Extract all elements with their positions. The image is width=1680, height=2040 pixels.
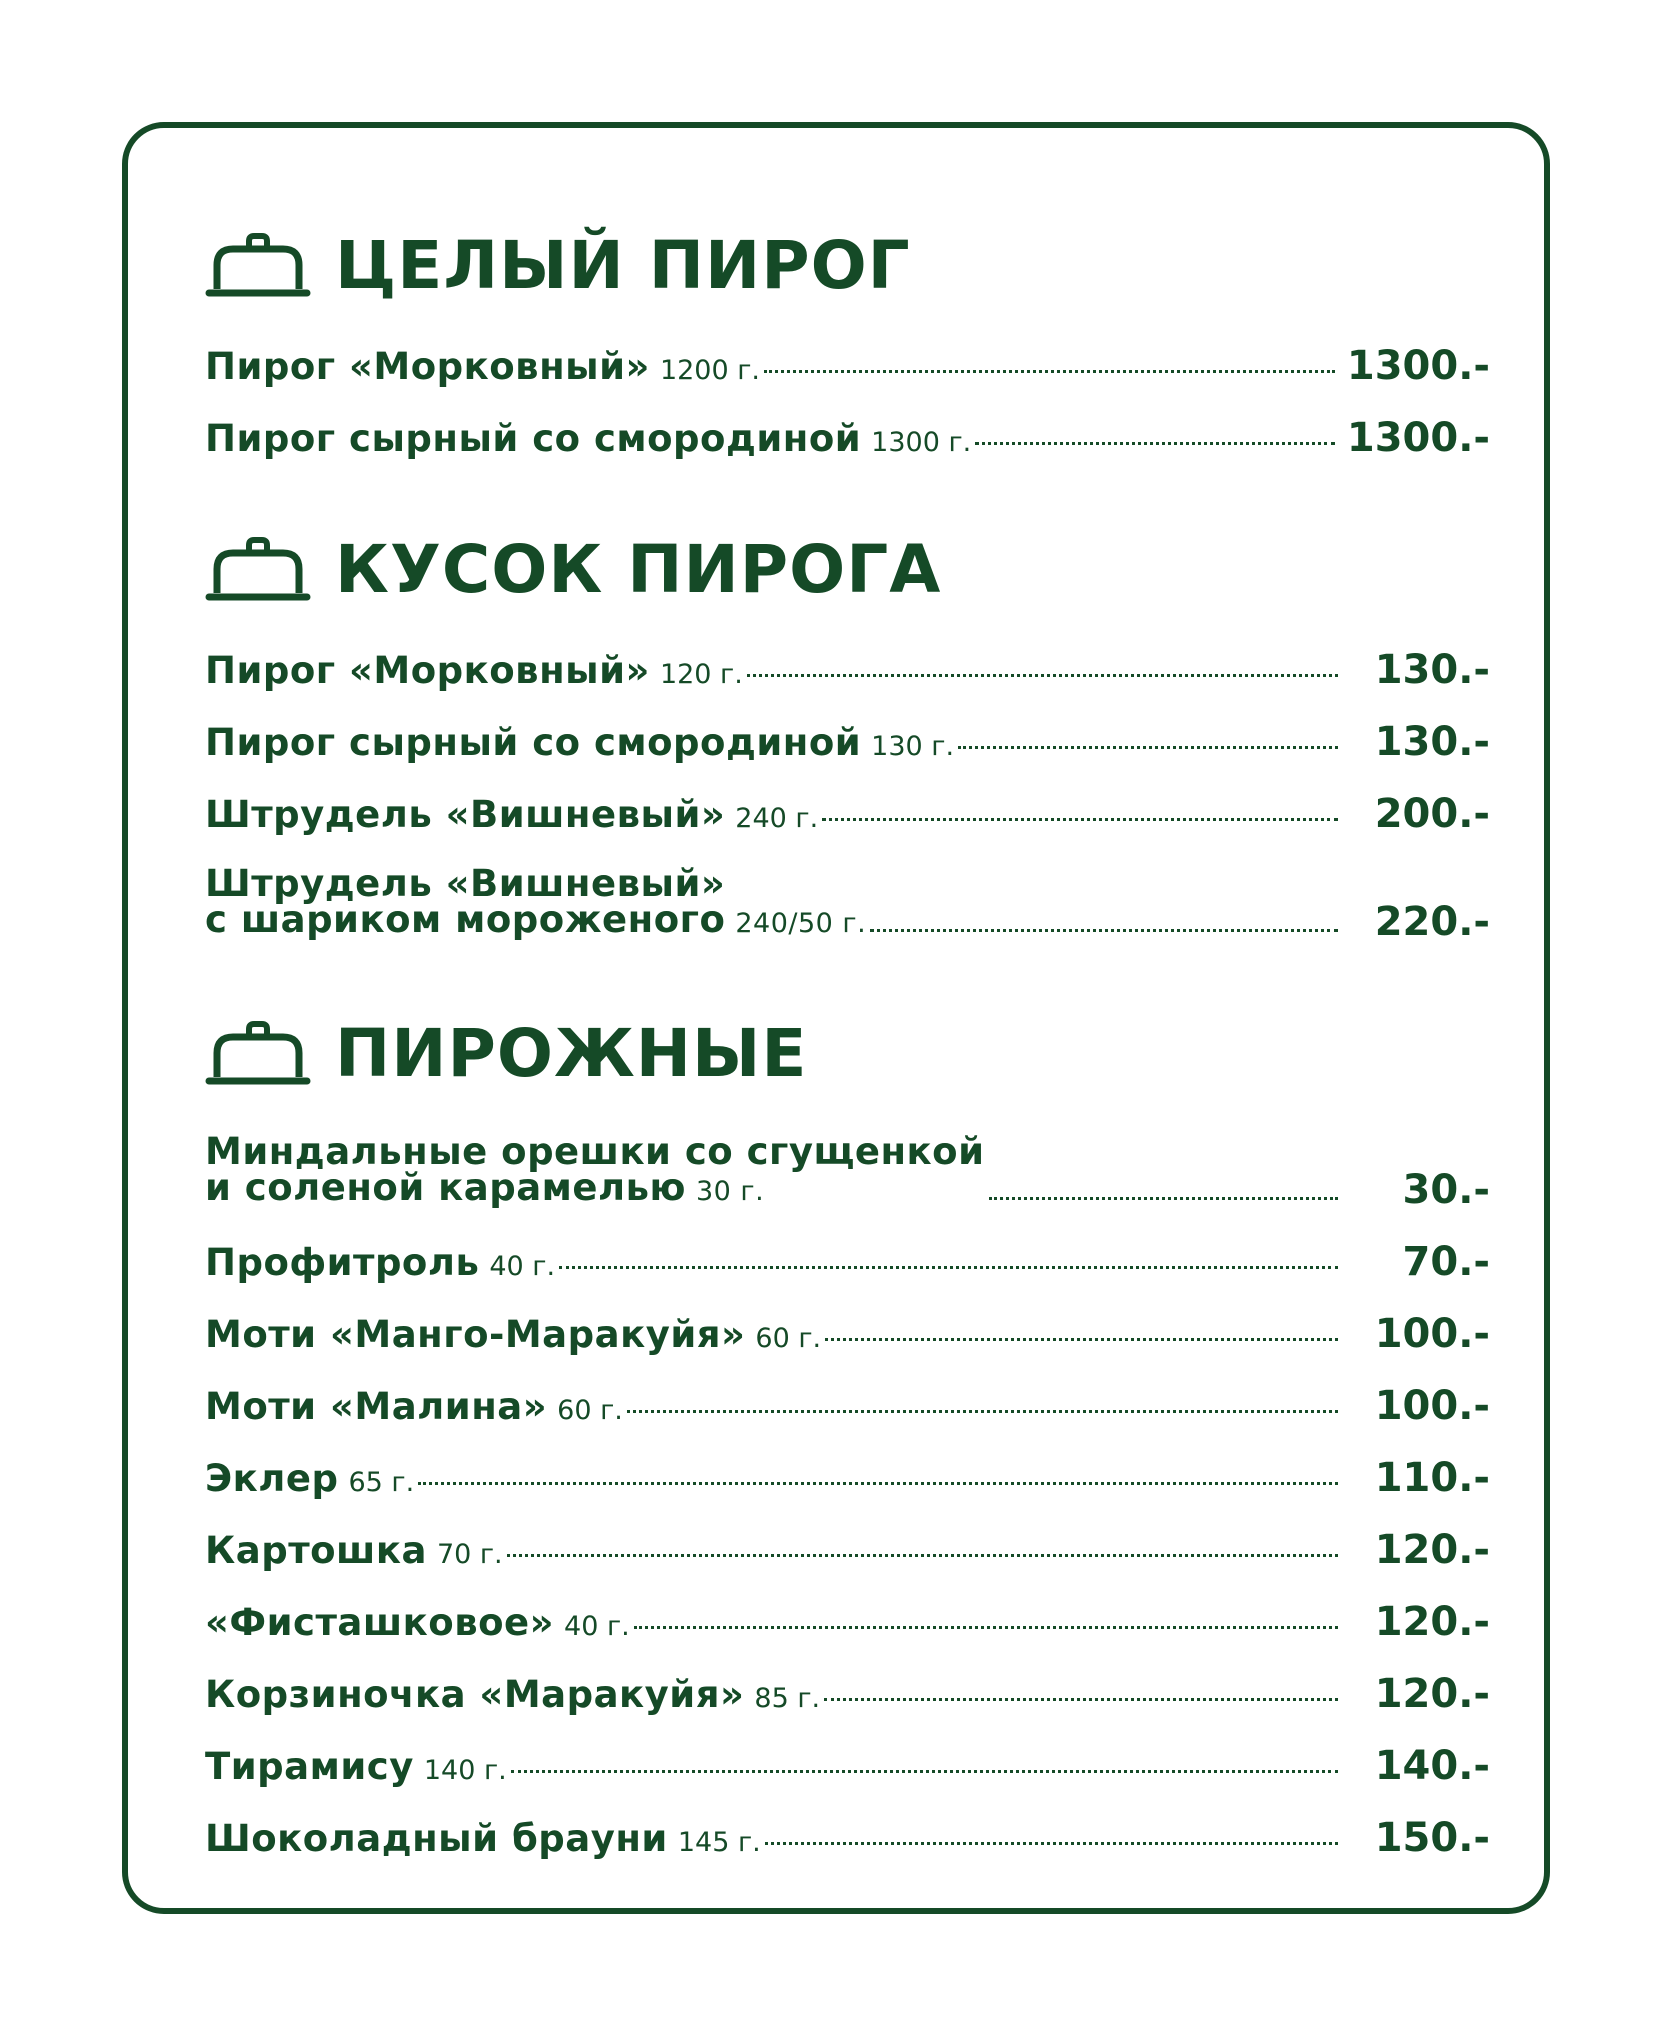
- menu-item: [205, 1671, 1490, 1717]
- dot-leader: [634, 1626, 1338, 1629]
- dot-leader: [824, 1698, 1338, 1701]
- dot-leader: [765, 1842, 1338, 1845]
- menu-item: [205, 1130, 1490, 1213]
- item-name-line1: Штрудель «Вишневый»: [205, 862, 726, 905]
- dot-leader: [825, 1338, 1338, 1341]
- item-price: 130.-: [1374, 647, 1490, 693]
- item-price: 150.-: [1374, 1815, 1490, 1861]
- section-pastries: [205, 1006, 1490, 1861]
- dot-leader: [958, 746, 1338, 749]
- item-weight: 60 г.: [557, 1395, 623, 1426]
- dot-leader: [975, 442, 1335, 445]
- item-weight: 30 г.: [695, 1176, 765, 1207]
- item-weight: 120 г.: [659, 659, 743, 690]
- menu-item: [205, 1239, 1490, 1285]
- dot-leader: [764, 370, 1335, 373]
- dot-leader: [822, 818, 1338, 821]
- item-name: Пирог сырный со смородиной: [205, 417, 862, 460]
- item-price: 120.-: [1374, 1671, 1490, 1717]
- menu-item: [205, 1599, 1490, 1645]
- menu-item: [205, 1815, 1490, 1861]
- item-name: Картошка: [205, 1529, 427, 1572]
- menu-item: [205, 862, 1490, 945]
- item-name: Пирог «Морковный»: [205, 649, 650, 692]
- item-weight: 40 г.: [564, 1611, 630, 1642]
- item-price: 70.-: [1402, 1239, 1490, 1285]
- item-price: 200.-: [1374, 791, 1490, 837]
- item-price: 120.-: [1374, 1599, 1490, 1645]
- item-price: 100.-: [1374, 1311, 1490, 1357]
- item-weight: 145 г.: [677, 1827, 761, 1858]
- section-header: [205, 522, 1490, 618]
- item-weight: 130 г.: [871, 731, 955, 762]
- item-weight: 85 г.: [754, 1683, 821, 1714]
- section-title: ПИРОЖНЫЕ: [335, 1015, 808, 1092]
- item-name: [205, 862, 867, 942]
- item-price: 130.-: [1374, 719, 1490, 765]
- item-weight: 240 г.: [735, 803, 819, 834]
- section-header: [205, 1006, 1490, 1102]
- item-price: 1300.-: [1346, 415, 1490, 461]
- menu-item: [205, 415, 1490, 461]
- item-weight: 40 г.: [489, 1251, 556, 1282]
- dot-leader: [627, 1410, 1338, 1413]
- item-price: 1300.-: [1346, 343, 1490, 389]
- item-name: Корзиночка «Маракуйя»: [205, 1673, 745, 1716]
- menu-item: [205, 647, 1490, 693]
- cloche-icon: [205, 1019, 311, 1089]
- item-price: 110.-: [1374, 1455, 1490, 1501]
- item-name: Штрудель «Вишневый»: [205, 793, 726, 836]
- item-price: 220.-: [1374, 899, 1490, 945]
- item-name: «Фисташковое»: [205, 1601, 555, 1644]
- item-weight: 65 г.: [348, 1467, 415, 1498]
- menu-item: [205, 719, 1490, 765]
- item-price: 140.-: [1374, 1743, 1490, 1789]
- cloche-icon: [205, 231, 311, 301]
- item-name: Пирог сырный со смородиной: [205, 721, 862, 764]
- section-title: КУСОК ПИРОГА: [335, 531, 942, 608]
- item-name-line2: с шариком мороженого: [205, 898, 726, 941]
- item-name: Эклер: [205, 1457, 339, 1500]
- dot-leader: [747, 674, 1338, 677]
- menu-item: [205, 791, 1490, 837]
- menu-item: [205, 343, 1490, 389]
- menu-content: [205, 218, 1490, 1861]
- dot-leader: [870, 929, 1338, 932]
- item-name: Тирамису: [205, 1745, 414, 1788]
- item-price: 120.-: [1374, 1527, 1490, 1573]
- menu-item: [205, 1743, 1490, 1789]
- dot-leader: [559, 1266, 1338, 1269]
- item-weight: 1200 г.: [659, 355, 761, 386]
- item-price: 100.-: [1374, 1383, 1490, 1429]
- dot-leader: [507, 1554, 1338, 1557]
- section-header: [205, 218, 1490, 314]
- menu-item: [205, 1383, 1490, 1429]
- item-weight: 1300 г.: [871, 427, 972, 458]
- item-name: [205, 1130, 985, 1210]
- item-weight: 70 г.: [436, 1539, 503, 1570]
- menu-item: [205, 1311, 1490, 1357]
- section-title: ЦЕЛЫЙ ПИРОГ: [335, 227, 911, 304]
- dot-leader: [989, 1197, 1339, 1200]
- item-price: 30.-: [1402, 1167, 1490, 1213]
- item-weight: 60 г.: [755, 1323, 822, 1354]
- dot-leader: [511, 1770, 1338, 1773]
- section-whole-pie: [205, 218, 1490, 461]
- item-name-line2: и соленой карамелью: [205, 1166, 686, 1209]
- item-name: Моти «Малина»: [205, 1385, 548, 1428]
- dot-leader: [418, 1482, 1338, 1485]
- item-name: Пирог «Морковный»: [205, 345, 650, 388]
- item-weight: 140 г.: [423, 1755, 507, 1786]
- item-weight: 240/50 г.: [735, 908, 867, 939]
- cloche-icon: [205, 535, 311, 605]
- item-name: Шоколадный брауни: [205, 1817, 668, 1860]
- item-name: Профитроль: [205, 1241, 480, 1284]
- section-pie-slice: [205, 522, 1490, 945]
- item-name-line1: Миндальные орешки со сгущенкой: [205, 1130, 985, 1173]
- menu-item: [205, 1527, 1490, 1573]
- item-name: Моти «Манго-Маракуйя»: [205, 1313, 746, 1356]
- menu-item: [205, 1455, 1490, 1501]
